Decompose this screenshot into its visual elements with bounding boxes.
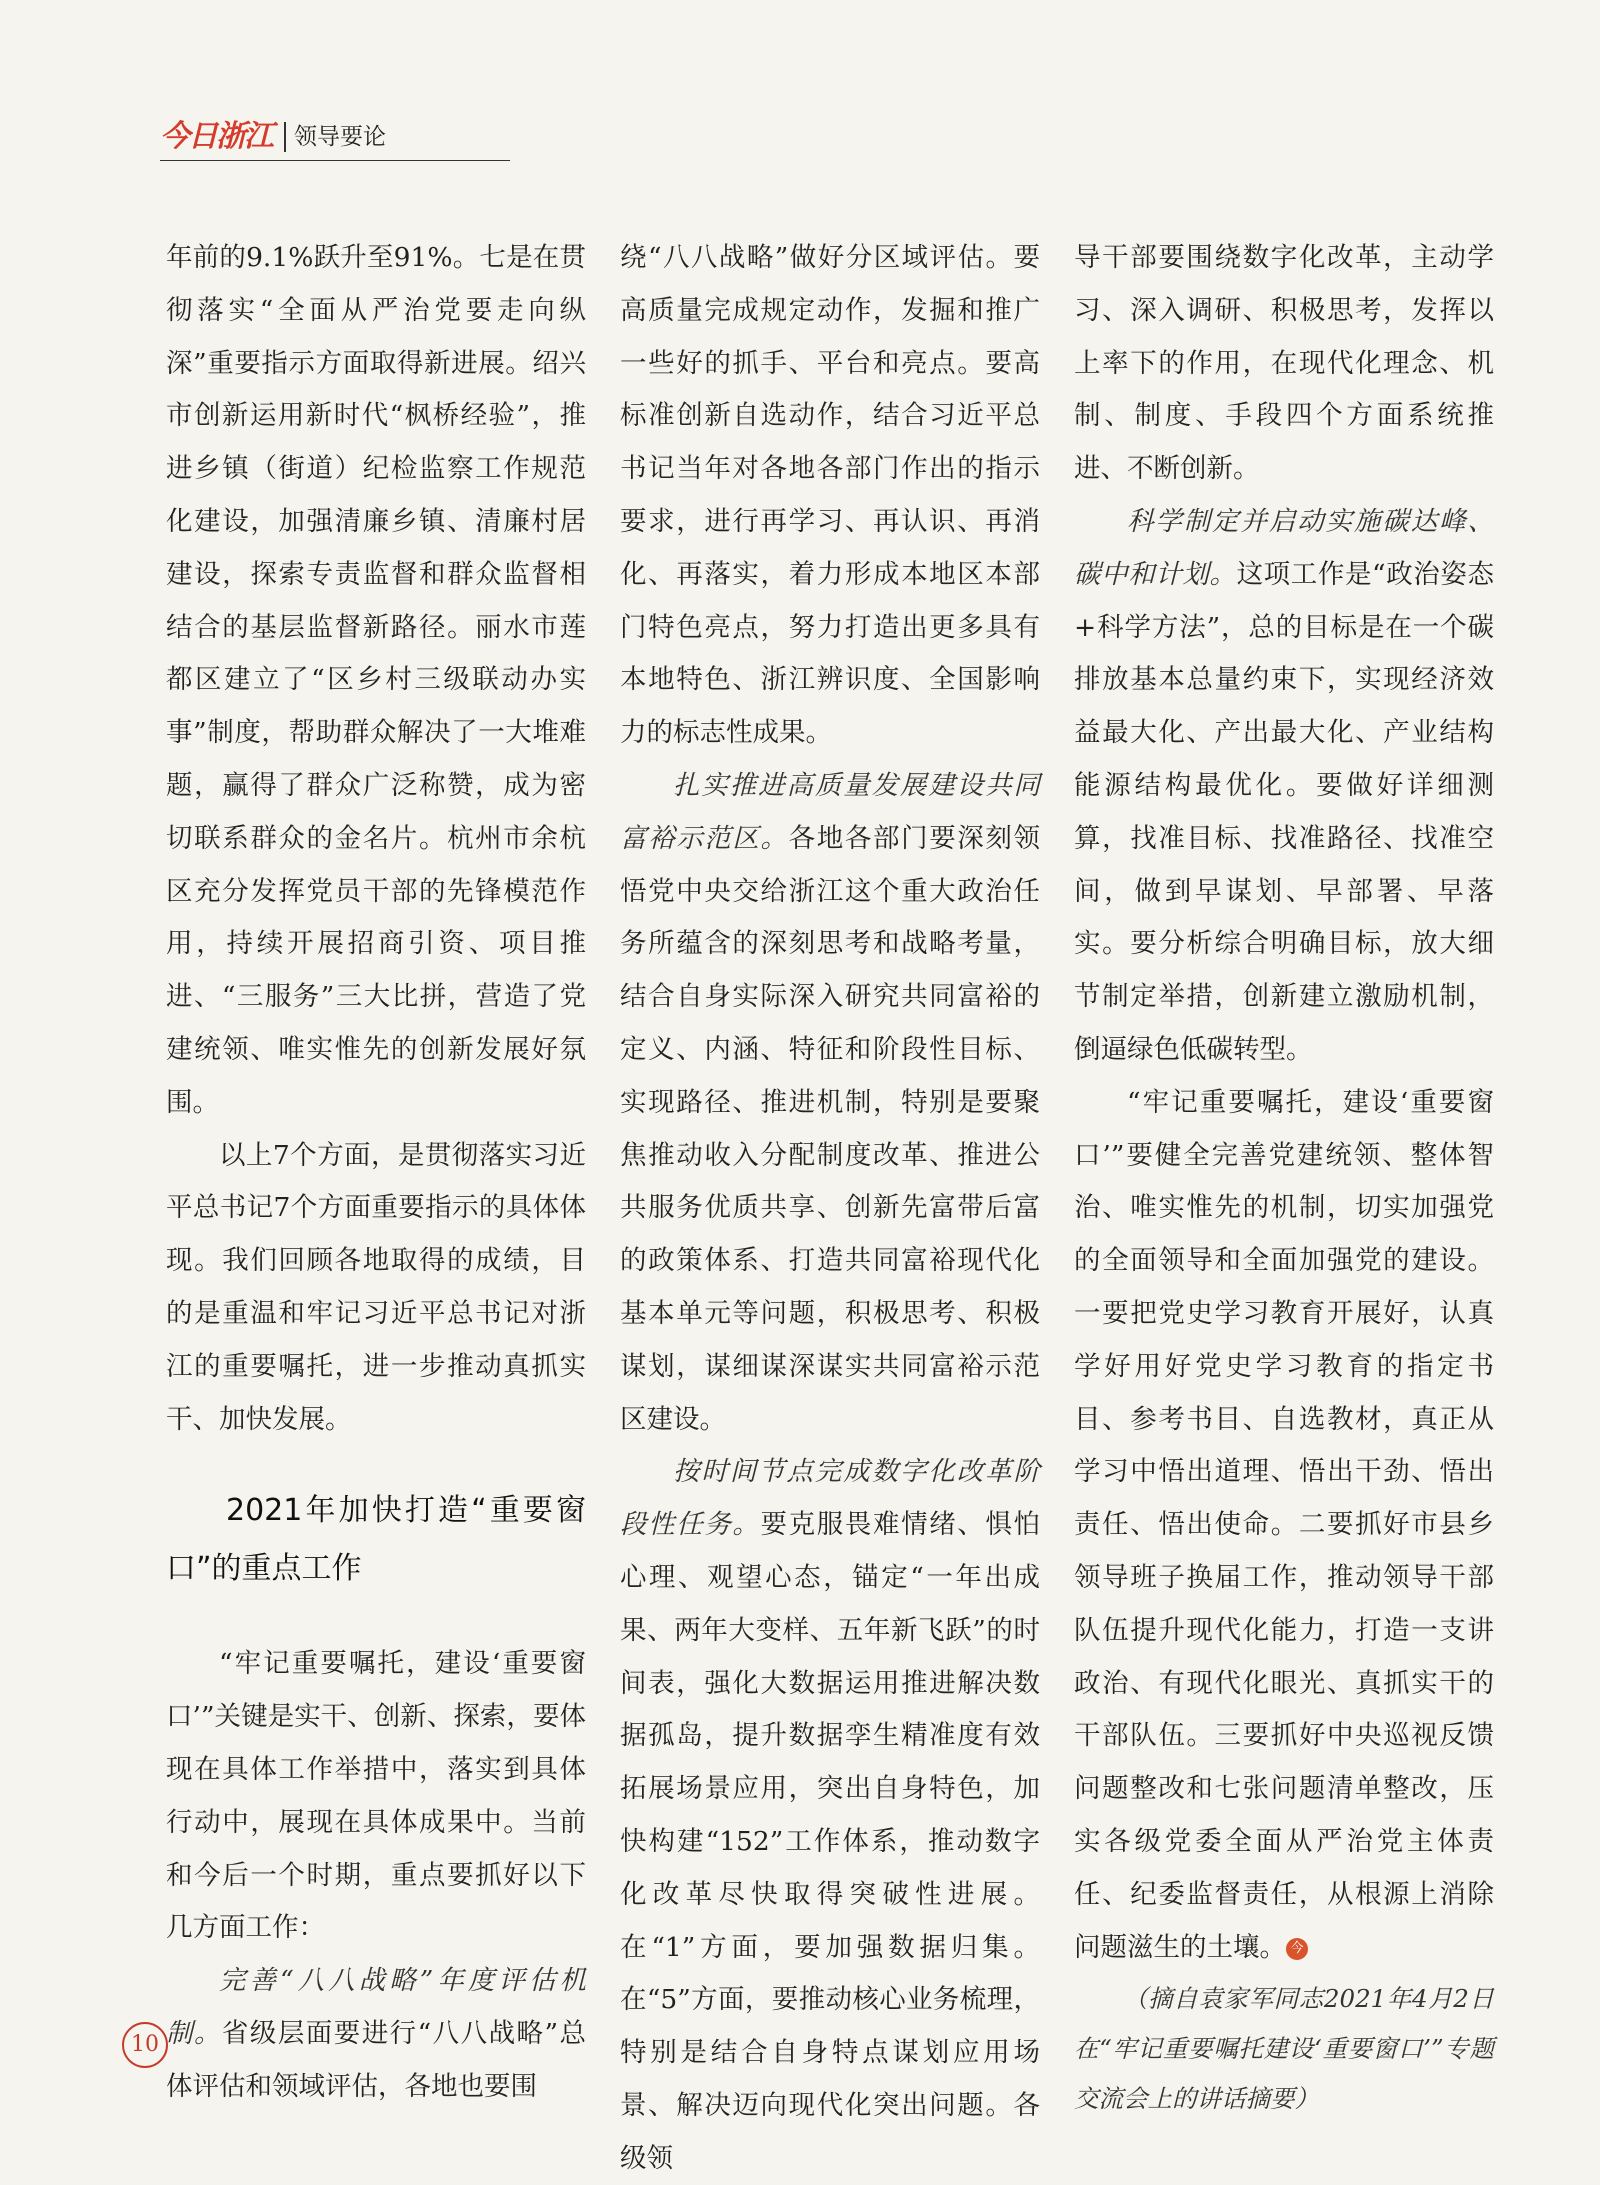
paragraph: 以上7个方面，是贯彻落实习近平总书记7个方面重要指示的具体体现。我们回顾各地取得的成绩，目的是重温和牢记习近平总书记对浙江的重要嘱托，进一步推动真抓实干、加快发展。 <box>166 1139 586 1435</box>
section-label: 领导要论 <box>294 124 386 150</box>
paragraph <box>620 1446 1040 2185</box>
paragraph-body: 要克服畏难情绪、惧怕心理、观望心态，锚定“一年出成果、两年大变样、五年新飞跃”的时间表，强化大数据运用推进解决数据孤岛，提升数据孪生精准度有效拓展场景应用，突出自身特色，加快构建“152”工作体系，推动数字化改革尽快取得突破性进展。在“1”方面，要加强数据归集。在“5”方面，要推动核心业务梳理，特别是结合自身特点谋划应用场景、解决迈向现代化突出问题。各级领 <box>620 1509 1041 2174</box>
section-heading: 2021年加快打造“重要窗口”的重点工作 <box>166 1493 586 1587</box>
column-2 <box>620 232 1040 2185</box>
paragraph-lead: 扎实推进高质量发展建设共同富裕示范区。 <box>620 769 1040 854</box>
paragraph: “牢记重要嘱托，建设‘重要窗口’”关键是实干、创新、探索，要体现在具体工作举措中，落实到具体行动中，展现在具体成果中。当前和今后一个时期，重点要抓好以下几方面工作： <box>166 1648 586 1944</box>
paragraph-body: 省级层面要进行“八八战略”总体评估和领域评估，各地也要围 <box>166 2017 586 2102</box>
paragraph <box>1074 1077 1494 1975</box>
paragraph <box>620 760 1040 1446</box>
header-divider <box>284 122 286 152</box>
paragraph-body: 这项工作是“政治姿态+科学方法”，总的目标是在一个碳排放基本总量约束下，实现经济效益最大化、产出最大化、产业结构能源结构最优化。要做好详细测算，找准目标、找准路径、找准空间，做到早谋划、早部署、早落实。要分析综合明确目标，放大细节制定举措，创新建立激励机制，倒逼绿色低碳转型。 <box>1074 558 1494 1065</box>
paragraph <box>1074 496 1494 1077</box>
paragraph-body: 要健全完善党建统领、整体智治、唯实惟先的机制，切实加强党的全面领导和全面加强党的建设。一要把党史学习教育开展好，认真学好用好党史学习教育的指定书目、参考书目、自选教材，真正从学习中悟出道理、悟出干劲、悟出责任、悟出使命。二要抓好市县乡领导班子换届工作，推动领导干部队伍提升现代化能力，打造一支讲政治、有现代化眼光、真抓实干的干部队伍。三要抓好中央巡视反馈问题整改和七张问题清单整改，压实各级党委全面从严治党主体责任、纪委监督责任，从根源上消除问题滋生的土壤。 <box>1074 1139 1494 1963</box>
page-header <box>160 118 510 161</box>
column-1 <box>166 232 586 2114</box>
paragraph: 年前的9.1%跃升至91%。七是在贯彻落实“全面从严治党要走向纵深”重要指示方面取得新进展。绍兴市创新运用新时代“枫桥经验”，推进乡镇（街道）纪检监察工作规范化建设，加强清廉乡镇、清廉村居建设，探索专责监督和群众监督相结合的基层监督新路径。丽水市莲都区建立了“区乡村三级联动办实事”制度，帮助群众解决了一大堆难题，赢得了群众广泛称赞，成为密切联系群众的金名片。杭州市余杭区充分发挥党员干部的先锋模范作用，持续开展招商引资、项目推进、“三服务”三大比拼，营造了党建统领、唯实惟先的创新发展好氛围。 <box>166 242 586 1118</box>
paragraph-lead: “牢记重要嘱托，建设‘重要窗口’” <box>1074 1086 1494 1171</box>
paragraph <box>166 1955 586 2113</box>
end-mark-icon: 今 <box>1286 1938 1308 1960</box>
magazine-logo: 今日浙江 <box>160 119 272 154</box>
paragraph-lead: 科学制定并启动实施碳达峰、碳中和计划。 <box>1074 505 1494 590</box>
paragraph-lead: 按时间节点完成数字化改革阶段性任务。 <box>620 1456 1040 1541</box>
paragraph: 导干部要围绕数字化改革，主动学习、深入调研、积极思考，发挥以上率下的作用，在现代化理念、机制、制度、手段四个方面系统推进、不断创新。 <box>1074 242 1494 485</box>
source-note: （摘自袁家军同志2021年4月2日在“牢记重要嘱托建设‘重要窗口’”专题交流会上的讲话摘要） <box>1074 1984 1494 2114</box>
paragraph: 绕“八八战略”做好分区域评估。要高质量完成规定动作，发掘和推广一些好的抓手、平台和亮点。要高标准创新自选动作，结合习近平总书记当年对各地各部门作出的指示要求，进行再学习、再认识、再消化、再落实，着力形成本地区本部门特色亮点，努力打造出更多具有本地特色、浙江辨识度、全国影响力的标志性成果。 <box>620 242 1040 749</box>
column-3 <box>1074 232 1494 2124</box>
paragraph-lead: 完善“八八战略”年度评估机制。 <box>166 1965 586 2049</box>
paragraph-body: 各地各部门要深刻领悟党中央交给浙江这个重大政治任务所蕴含的深刻思考和战略考量，结合自身实际深入研究共同富裕的定义、内涵、特征和阶段性目标、实现路径、推进机制，特别是要聚焦推动收入分配制度改革、推进公共服务优质共享、创新先富带后富的政策体系、打造共同富裕现代化基本单元等问题，积极思考、积极谋划，谋细谋深谋实共同富裕示范区建设。 <box>620 822 1041 1435</box>
page-number: 10 <box>122 2022 168 2068</box>
